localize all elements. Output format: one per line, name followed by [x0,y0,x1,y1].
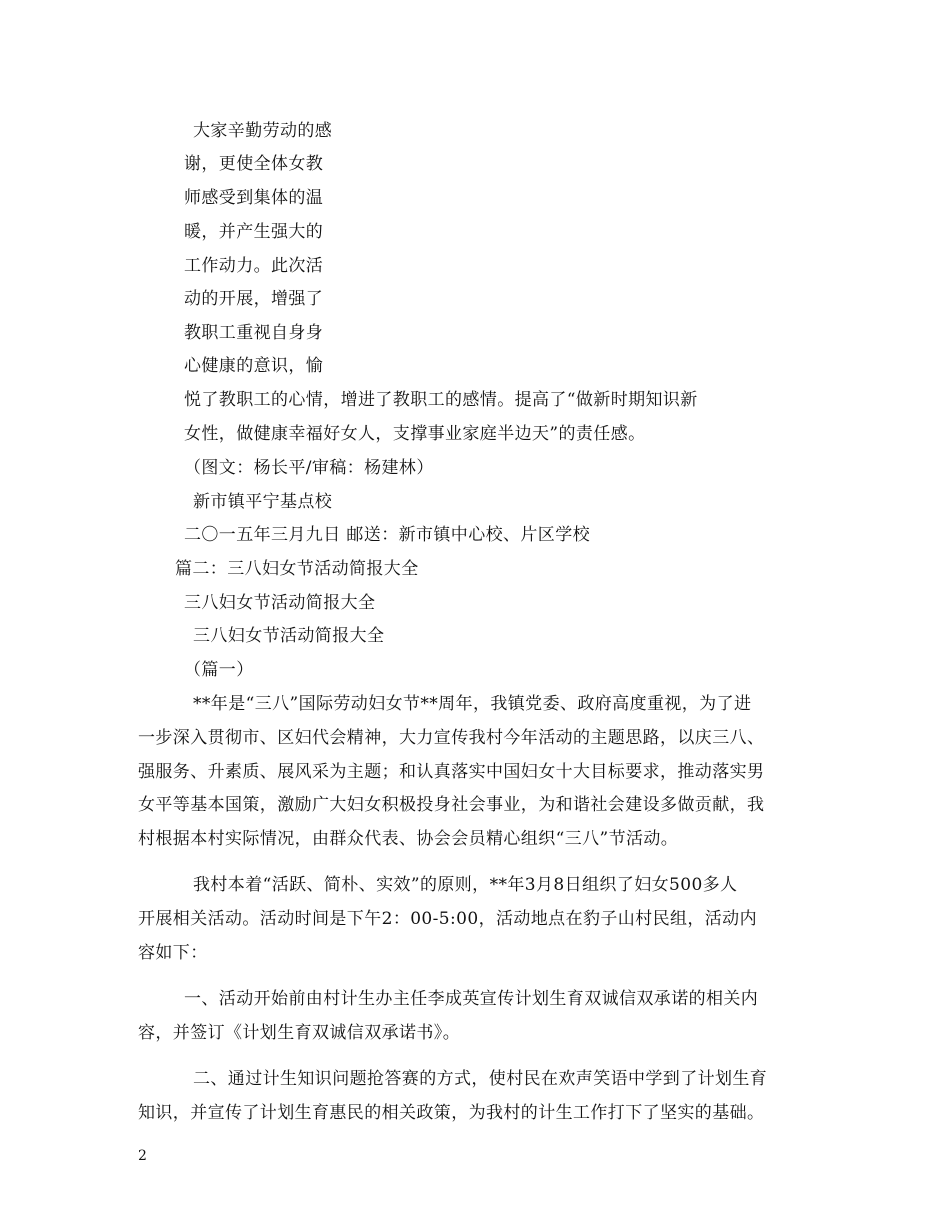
paragraph-line: 强服务、升素质、展风采为主题；和认真落实中国妇女十大目标要求，推动落实男 [138,762,765,782]
paragraph-line: 我村本着“活跃、简朴、实效”的原则，**年3月8日组织了妇女500多人 [193,875,738,895]
text-line: 工作动力。此次活 [184,256,324,276]
date-distribution: 二〇一五年三月九日 邮送：新市镇中心校、片区学校 [184,525,591,545]
paragraph-line: 容如下： [138,943,208,963]
text-line: 女性，做健康幸福好女人，支撑事业家庭半边天”的责任感。 [184,424,646,444]
text-line: 教职工重视自身身 [184,323,324,343]
text-line: 动的开展，增强了 [184,289,324,309]
text-line: 谢，更使全体女教 [184,154,324,174]
paragraph-line: 一步深入贯彻市、区妇代会精神，大力宣传我村今年活动的主题思路，以庆三八、 [138,728,765,748]
page-number: 2 [138,1148,147,1164]
paragraph-line: 容，并签订《计划生育双诚信双承诺书》。 [138,1023,461,1043]
paragraph-line: **年是“三八”国际劳动妇女节**周年，我镇党委、政府高度重视，为了进 [193,694,752,714]
caption-credit: （图文：杨长平/审稿：杨建林） [184,458,434,478]
paragraph-line: 女平等基本国策，激励广大妇女积极投身社会事业，为和谐社会建设多做贡献，我 [138,795,765,815]
text-line: 大家辛勤劳动的感 [193,121,333,141]
text-line: 悦了教职工的心情，增进了教职工的感情。提高了“做新时期知识新 [184,390,698,410]
section-heading: 篇二：三八妇女节活动简报大全 [175,559,419,579]
paragraph-line: 二、通过计生知识问题抢答赛的方式，使村民在欢声笑语中学到了计划生育 [193,1069,768,1089]
paragraph-line: 开展相关活动。活动时间是下午2：00-5:00，活动地点在豹子山村民组，活动内 [138,909,757,929]
document-title: 三八妇女节活动简报大全 [193,626,385,646]
text-line: 师感受到集体的温 [184,188,324,208]
paragraph-line: 村根据本村实际情况，由群众代表、协会会员精心组织“三八”节活动。 [138,829,679,849]
text-line: 暖，并产生强大的 [184,222,324,242]
document-title: 三八妇女节活动简报大全 [184,593,376,613]
school-name: 新市镇平宁基点校 [193,492,333,512]
paragraph-line: 一、活动开始前由村计生办主任李成英宣传计划生育双诚信双承诺的相关内 [184,989,759,1009]
paragraph-line: 知识，并宣传了计划生育惠民的相关政策，为我村的计生工作打下了坚实的基础。 [138,1103,765,1123]
text-line: 心健康的意识，愉 [184,356,324,376]
part-label: （篇一） [184,660,254,680]
